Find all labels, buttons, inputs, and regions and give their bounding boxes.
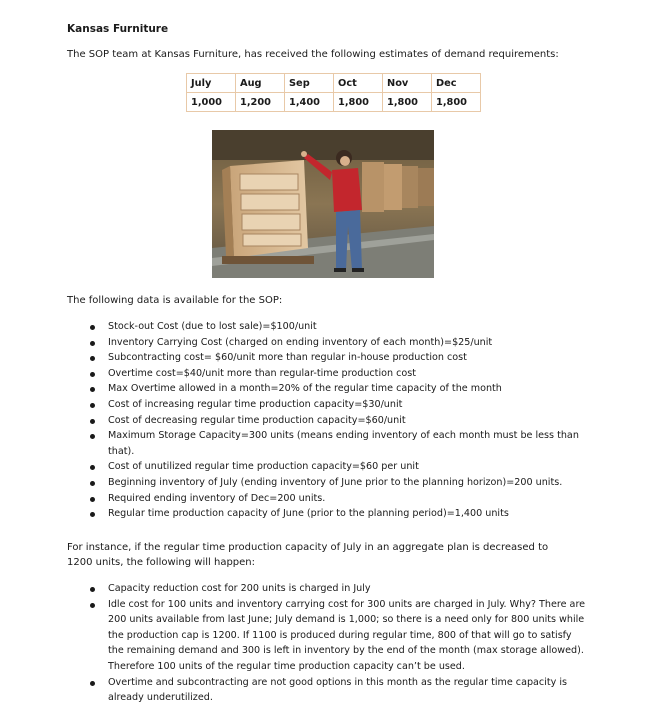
demand-value: 1,800 — [334, 93, 383, 112]
list-item: Capacity reduction cost for 200 units is charged in July — [88, 581, 588, 597]
demand-value: 1,000 — [187, 93, 236, 112]
example-list — [88, 581, 588, 706]
available-heading: The following data is available for the SOP: — [67, 295, 283, 306]
month-header: Dec — [432, 74, 481, 93]
list-item: Cost of increasing regular time production capacity=$30/unit — [88, 397, 588, 413]
list-item: Overtime cost=$40/unit more than regular-time production cost — [88, 366, 588, 382]
list-item: Regular time production capacity of June (prior to the planning period)=1,400 units — [88, 506, 588, 522]
demand-table — [186, 73, 481, 112]
intro-text: The SOP team at Kansas Furniture, has received the following estimates of demand requirements: — [67, 49, 559, 60]
example-paragraph: For instance, if the regular time production capacity of July in an aggregate plan is decreased to 1200 units, the following will happen: — [67, 542, 549, 568]
list-item: Subcontracting cost= $60/unit more than regular in-house production cost — [88, 350, 588, 366]
month-header: Aug — [236, 74, 285, 93]
demand-value-row — [187, 93, 481, 112]
demand-header-row — [187, 74, 481, 93]
demand-value: 1,200 — [236, 93, 285, 112]
demand-value: 1,800 — [383, 93, 432, 112]
list-item: Beginning inventory of July (ending inventory of June prior to the planning horizon)=200 units. — [88, 475, 588, 491]
list-item: Cost of unutilized regular time production capacity=$60 per unit — [88, 459, 588, 475]
month-header: July — [187, 74, 236, 93]
list-item: Overtime and subcontracting are not good options in this month as the regular time capacity is already underutilized. — [88, 675, 588, 706]
list-item: Stock-out Cost (due to lost sale)=$100/unit — [88, 319, 588, 335]
demand-value: 1,800 — [432, 93, 481, 112]
list-item: Required ending inventory of Dec=200 units. — [88, 491, 588, 507]
demand-value: 1,400 — [285, 93, 334, 112]
month-header: Nov — [383, 74, 432, 93]
month-header: Sep — [285, 74, 334, 93]
list-item: Idle cost for 100 units and inventory carrying cost for 300 units are charged in July. Why? There are 200 units available from last June; July demand is 1,000; so there is a need only for 800 units while the production cap is 1200. If 1100 is produced during regular time, 800 of that will go to satisfy the remaining demand and 300 is left in inventory by the end of the month (max storage allowed). Therefore 100 units of the regular time production capacity can’t be used. — [88, 597, 588, 675]
document-title: Kansas Furniture — [67, 23, 169, 35]
list-item: Inventory Carrying Cost (charged on ending inventory of each month)=$25/unit — [88, 335, 588, 351]
list-item: Maximum Storage Capacity=300 units (means ending inventory of each month must be less than that). — [88, 428, 588, 459]
month-header: Oct — [334, 74, 383, 93]
list-item: Cost of decreasing regular time production capacity=$60/unit — [88, 413, 588, 429]
data-list — [88, 319, 588, 522]
list-item: Max Overtime allowed in a month=20% of the regular time capacity of the month — [88, 381, 588, 397]
factory-worker-photo — [212, 130, 434, 278]
